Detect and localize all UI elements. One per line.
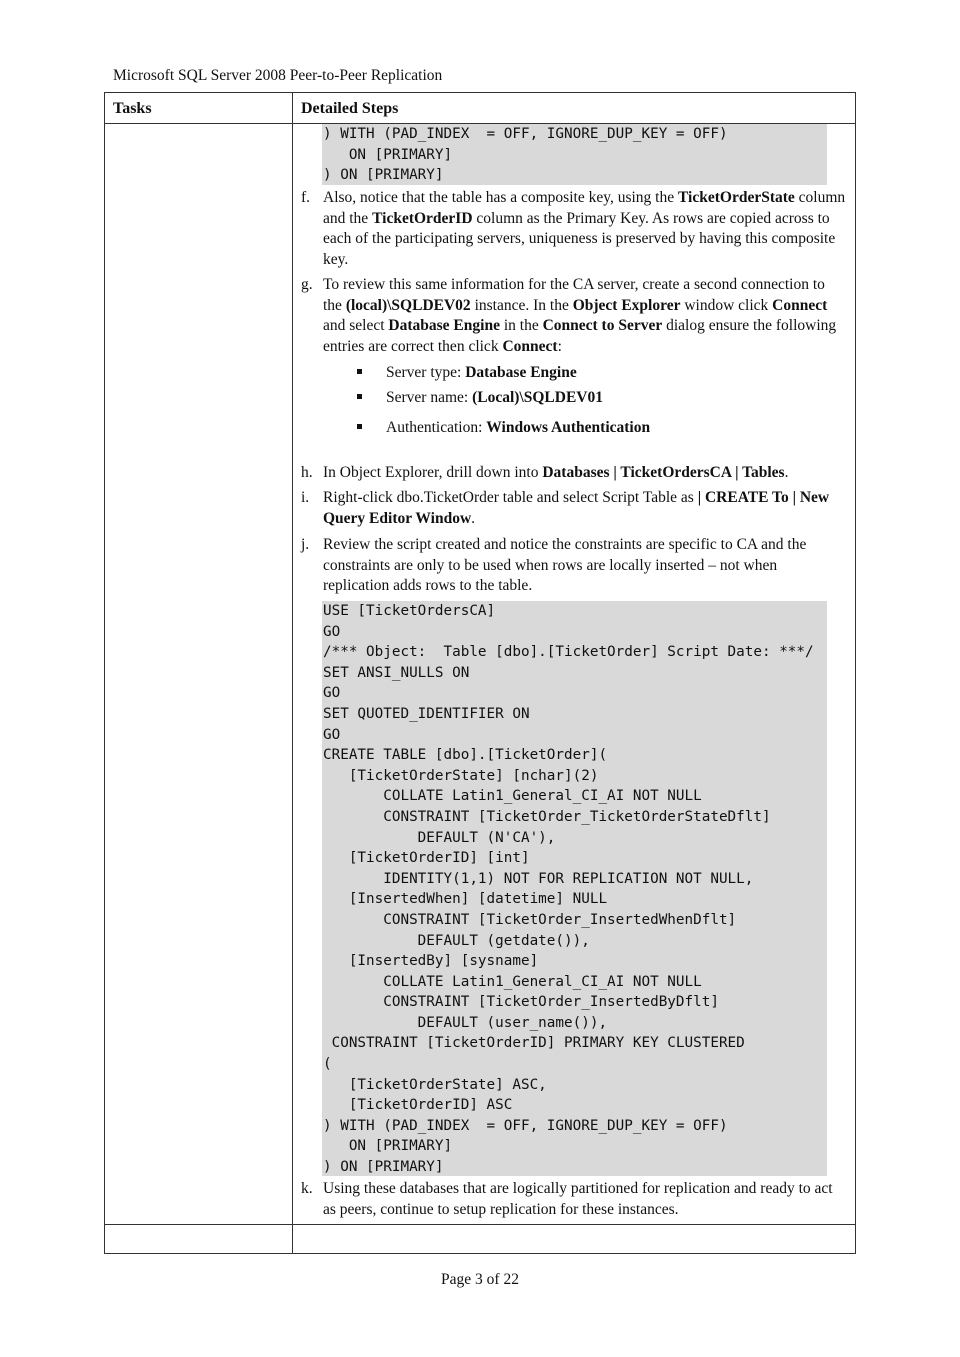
step-text bbox=[323, 463, 846, 484]
bold-run: Databases | TicketOrdersCA | Tables bbox=[542, 464, 785, 481]
col-header-tasks: Tasks bbox=[113, 100, 152, 117]
bold-run: (local)\SQLDEV02 bbox=[345, 296, 471, 314]
text-run: In Object Explorer, drill down into bbox=[323, 464, 543, 481]
text-run: instance. In the bbox=[470, 296, 573, 314]
text-run: in the bbox=[499, 317, 543, 335]
bottom-row-divider bbox=[105, 1224, 855, 1225]
step-text bbox=[323, 275, 846, 357]
step-text: Using these databases that are logically partitioned for replication and ready to act as peers, continue to setup replication for these instances. bbox=[323, 1180, 833, 1218]
col-header-steps: Detailed Steps bbox=[301, 100, 399, 117]
bullet-authentication bbox=[357, 418, 650, 438]
bold-run: Windows Authentication bbox=[486, 419, 651, 436]
bold-run: Database Engine bbox=[465, 364, 577, 381]
page-header: Microsoft SQL Server 2008 Peer-to-Peer Replication bbox=[113, 67, 443, 84]
bullet-text bbox=[386, 389, 603, 406]
text-run: To review this same information for the CA server, create a second connection to the bbox=[323, 276, 825, 314]
text-run: : bbox=[557, 337, 562, 355]
step-letter: i. bbox=[301, 489, 310, 506]
code-block-create-table: USE [TicketOrdersCA] GO /*** Object: Table [dbo].[TicketOrder] Script Date: ***/ SET ANSI_NULLS ON GO SET QUOTED_IDENTIFIER ON GO CREATE TABLE [dbo].[TicketOrder]( [TicketOrderState] [nchar](2) COLLATE Latin1_General_CI_AI NOT NULL CONSTRAINT [TicketOrder_TicketOrderStateDflt] DEFAULT (N'CA'), [TicketOrderID] [int] IDENTITY(1,1) NOT FOR REPLICATION NOT NULL, [InsertedWhen] [datetime] NULL CONSTRAINT [TicketOrder_InsertedWhenDflt] DEFAULT (getdate()), [InsertedBy] [sysname] COLLATE Latin1_General_CI_AI NOT NULL CONSTRAINT [TicketOrder_InsertedByDflt] DEFAULT (user_name()), CONSTRAINT [TicketOrderID] PRIMARY KEY CLUSTERED ( [TicketOrderState] ASC, [TicketOrderID] ASC ) WITH (PAD_INDEX = OFF, IGNORE_DUP_KEY = OFF) ON [PRIMARY] ) ON [PRIMARY] bbox=[322, 601, 827, 1176]
step-text bbox=[323, 488, 846, 529]
column-divider bbox=[292, 93, 293, 1253]
text-run: Server name: bbox=[386, 389, 473, 406]
page-number: Page 3 of 22 bbox=[441, 1271, 519, 1288]
text-run: Server type: bbox=[386, 364, 466, 381]
bullet-square-icon bbox=[357, 424, 362, 429]
step-letter: j. bbox=[301, 536, 310, 553]
text-run: column and the bbox=[323, 189, 846, 227]
text-run: . bbox=[471, 509, 476, 527]
step-text bbox=[323, 188, 846, 270]
text-run: window click bbox=[680, 296, 773, 314]
text-run: Also, notice that the table has a composite key, using the bbox=[323, 189, 678, 206]
bullet-square-icon bbox=[357, 394, 362, 399]
text-run: Authentication: bbox=[386, 419, 487, 436]
bold-run: Object Explorer bbox=[572, 296, 681, 314]
text-run: Right-click dbo.TicketOrder table and select Script Table as bbox=[323, 489, 698, 506]
step-i bbox=[301, 488, 846, 529]
bullet-text bbox=[386, 364, 577, 381]
bullet-server-name bbox=[357, 388, 603, 408]
bullet-server-type bbox=[357, 363, 577, 383]
bold-run: Connect to Server bbox=[542, 317, 663, 335]
text-run: and select bbox=[323, 317, 389, 335]
step-h bbox=[301, 463, 846, 484]
step-k bbox=[301, 1179, 846, 1220]
bullet-text bbox=[386, 419, 650, 436]
step-letter: h. bbox=[301, 464, 313, 481]
step-letter: f. bbox=[301, 189, 311, 206]
bold-run: Connect bbox=[502, 337, 558, 355]
step-letter: g. bbox=[301, 276, 313, 293]
code-block-continued: ) WITH (PAD_INDEX = OFF, IGNORE_DUP_KEY = OFF) ON [PRIMARY] ) ON [PRIMARY] bbox=[322, 124, 827, 185]
text-run: column as the Primary Key. As rows are copied across to each of the participating servers, uniqueness is preserved by having this composite key. bbox=[323, 209, 836, 268]
step-g bbox=[301, 275, 846, 357]
bold-run: Database Engine bbox=[388, 317, 500, 335]
step-letter: k. bbox=[301, 1180, 313, 1197]
bold-run: (Local)\SQLDEV01 bbox=[472, 389, 603, 406]
text-run: . bbox=[784, 464, 789, 481]
text-run: dialog ensure the following entries are correct then click bbox=[323, 317, 837, 355]
step-f bbox=[301, 188, 846, 270]
bullet-square-icon bbox=[357, 369, 362, 374]
bold-run: | CREATE To | New Query Editor Window bbox=[323, 489, 830, 527]
step-text: Review the script created and notice the constraints are specific to CA and the constraints are only to be used when rows are locally inserted – not when replication adds rows to the table. bbox=[323, 536, 807, 595]
step-j bbox=[301, 535, 846, 597]
bold-run: TicketOrderID bbox=[372, 209, 473, 227]
bold-run: Connect bbox=[772, 296, 828, 314]
bold-run: TicketOrderState bbox=[677, 189, 795, 206]
